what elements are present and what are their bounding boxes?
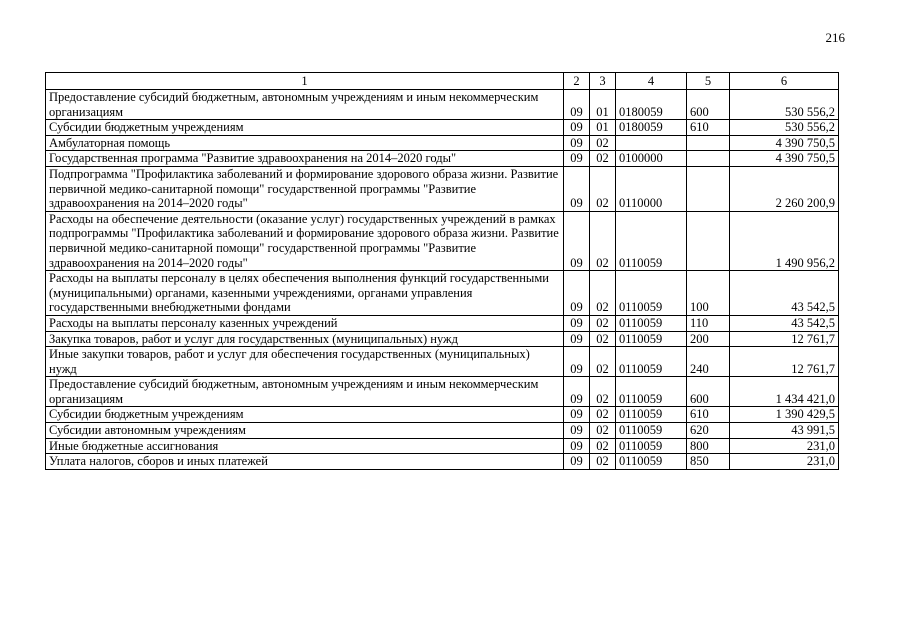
row-target-code: 0110000 [616,166,687,211]
row-section: 09 [564,271,590,316]
row-expense-type [687,166,730,211]
row-description: Субсидии бюджетным учреждениям [46,407,564,423]
row-subsection: 02 [590,315,616,331]
row-amount: 231,0 [730,438,839,454]
row-subsection: 02 [590,271,616,316]
row-section: 09 [564,90,590,120]
row-expense-type [687,135,730,151]
row-subsection: 01 [590,90,616,120]
row-description: Закупка товаров, работ и услуг для государственных (муниципальных) нужд [46,331,564,347]
row-description: Субсидии автономным учреждениям [46,423,564,439]
row-subsection: 02 [590,377,616,407]
row-target-code: 0100000 [616,151,687,167]
row-expense-type [687,211,730,270]
table-row [46,377,839,407]
row-section: 09 [564,211,590,270]
table-row [46,151,839,167]
row-expense-type: 850 [687,454,730,470]
column-header-1: 1 [46,73,564,90]
row-amount: 4 390 750,5 [730,135,839,151]
row-expense-type: 100 [687,271,730,316]
row-description: Предоставление субсидий бюджетным, автономным учреждениям и иным некоммерческим организациям [46,377,564,407]
table-header-row [46,73,839,90]
row-expense-type: 800 [687,438,730,454]
row-amount: 4 390 750,5 [730,151,839,167]
table-row [46,166,839,211]
row-expense-type: 110 [687,315,730,331]
row-amount: 1 434 421,0 [730,377,839,407]
row-amount: 1 390 429,5 [730,407,839,423]
row-target-code: 0180059 [616,120,687,136]
row-subsection: 02 [590,151,616,167]
row-target-code [616,135,687,151]
table-row [46,271,839,316]
row-expense-type: 200 [687,331,730,347]
table-row [46,211,839,270]
table-row [46,438,839,454]
table-row [46,120,839,136]
row-description: Иные бюджетные ассигнования [46,438,564,454]
column-header-4: 4 [616,73,687,90]
table-row [46,90,839,120]
row-subsection: 02 [590,347,616,377]
column-header-2: 2 [564,73,590,90]
row-subsection: 02 [590,211,616,270]
table-row [46,315,839,331]
row-section: 09 [564,135,590,151]
row-target-code: 0110059 [616,347,687,377]
row-section: 09 [564,166,590,211]
row-section: 09 [564,151,590,167]
row-subsection: 02 [590,438,616,454]
row-amount: 1 490 956,2 [730,211,839,270]
row-subsection: 01 [590,120,616,136]
row-section: 09 [564,331,590,347]
table-row [46,135,839,151]
table-row [46,454,839,470]
row-amount: 231,0 [730,454,839,470]
row-amount: 43 991,5 [730,423,839,439]
row-section: 09 [564,120,590,136]
page-number: 216 [825,30,845,45]
table-row [46,347,839,377]
row-description: Уплата налогов, сборов и иных платежей [46,454,564,470]
row-target-code: 0110059 [616,377,687,407]
row-section: 09 [564,377,590,407]
budget-table [45,72,839,470]
row-section: 09 [564,347,590,377]
row-expense-type: 620 [687,423,730,439]
column-header-6: 6 [730,73,839,90]
row-description: Подпрограмма "Профилактика заболеваний и формирование здорового образа жизни. Развитие первичной медико-санитарной помощи" государственной программы "Развитие здравоохранения на 2014–2020 годы" [46,166,564,211]
row-section: 09 [564,438,590,454]
row-subsection: 02 [590,331,616,347]
row-description: Расходы на выплаты персоналу в целях обеспечения выполнения функций государственными (муниципальными) органами, казенными учреждениями, органами управления государственными внебюджетными фондами [46,271,564,316]
row-description: Расходы на выплаты персоналу казенных учреждений [46,315,564,331]
table-row [46,407,839,423]
row-amount: 530 556,2 [730,90,839,120]
row-subsection: 02 [590,166,616,211]
row-target-code: 0110059 [616,438,687,454]
column-header-3: 3 [590,73,616,90]
row-subsection: 02 [590,423,616,439]
row-subsection: 02 [590,135,616,151]
row-expense-type: 600 [687,90,730,120]
row-amount: 530 556,2 [730,120,839,136]
column-header-5: 5 [687,73,730,90]
row-expense-type [687,151,730,167]
row-target-code: 0110059 [616,271,687,316]
row-subsection: 02 [590,407,616,423]
row-target-code: 0110059 [616,211,687,270]
row-target-code: 0110059 [616,407,687,423]
table-row [46,423,839,439]
row-description: Государственная программа "Развитие здравоохранения на 2014–2020 годы" [46,151,564,167]
row-target-code: 0110059 [616,315,687,331]
row-description: Субсидии бюджетным учреждениям [46,120,564,136]
row-section: 09 [564,407,590,423]
row-description: Амбулаторная помощь [46,135,564,151]
row-expense-type: 240 [687,347,730,377]
row-expense-type: 610 [687,407,730,423]
row-subsection: 02 [590,454,616,470]
row-target-code: 0110059 [616,423,687,439]
row-target-code: 0110059 [616,331,687,347]
row-amount: 12 761,7 [730,347,839,377]
row-expense-type: 610 [687,120,730,136]
row-target-code: 0110059 [616,454,687,470]
table-row [46,331,839,347]
row-amount: 2 260 200,9 [730,166,839,211]
row-target-code: 0180059 [616,90,687,120]
row-section: 09 [564,454,590,470]
row-section: 09 [564,423,590,439]
row-expense-type: 600 [687,377,730,407]
row-section: 09 [564,315,590,331]
row-amount: 43 542,5 [730,315,839,331]
row-description: Предоставление субсидий бюджетным, автономным учреждениям и иным некоммерческим организациям [46,90,564,120]
row-description: Иные закупки товаров, работ и услуг для обеспечения государственных (муниципальных) нужд [46,347,564,377]
row-amount: 43 542,5 [730,271,839,316]
row-description: Расходы на обеспечение деятельности (оказание услуг) государственных учреждений в рамках подпрограммы "Профилактика заболеваний и формирование здорового образа жизни. Развитие первичной медико-санитарной помощи" государственной программы "Развитие здравоохранения на 2014–2020 годы" [46,211,564,270]
row-amount: 12 761,7 [730,331,839,347]
